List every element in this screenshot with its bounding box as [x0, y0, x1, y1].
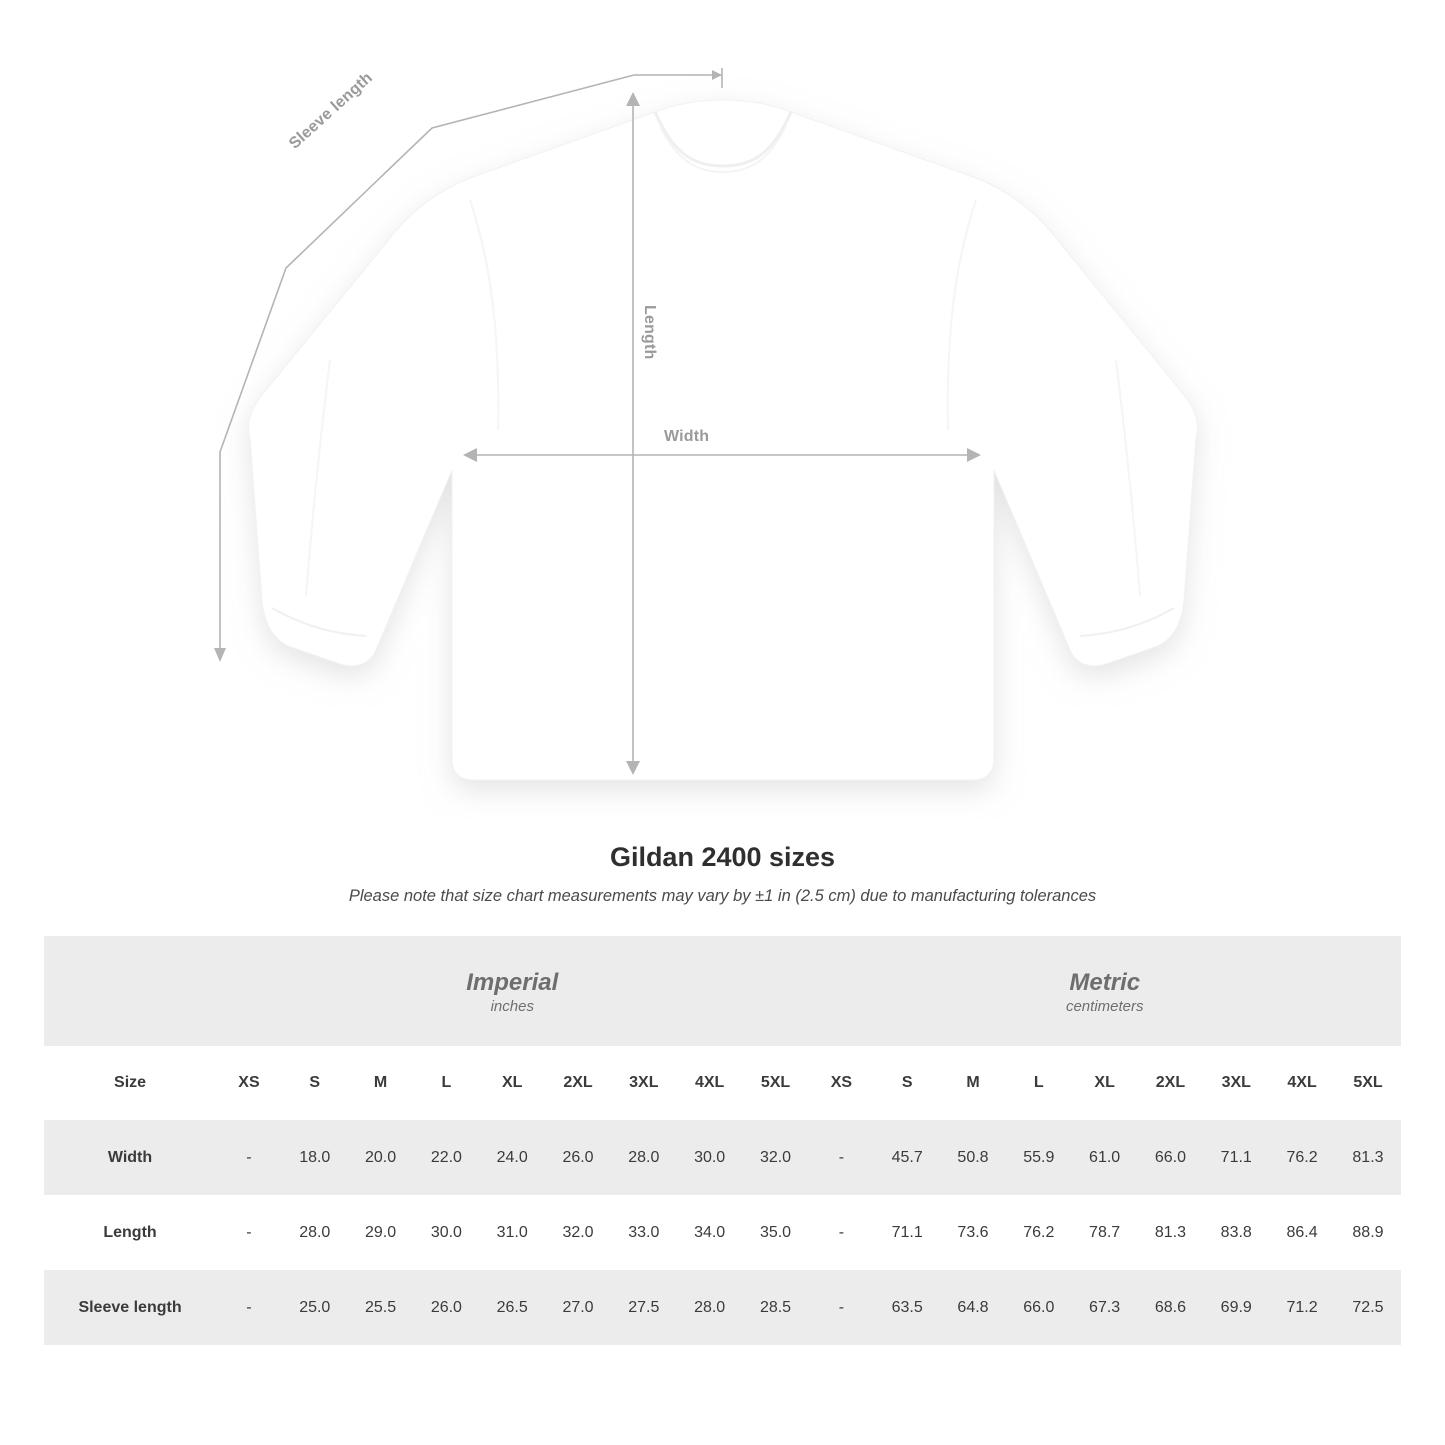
cell-sleeve-l-cm: 66.0: [1006, 1270, 1072, 1345]
cell-sleeve-4xl-cm: 71.2: [1269, 1270, 1335, 1345]
cell-width-xs-cm: -: [808, 1120, 874, 1195]
row-label-length: Length: [44, 1195, 216, 1270]
width-label: Width: [664, 428, 710, 445]
cell-length-m-cm: 73.6: [940, 1195, 1006, 1270]
table-row: [44, 1120, 1401, 1195]
cell-width-4xl-in: 30.0: [677, 1120, 743, 1195]
cell-length-l-in: 30.0: [413, 1195, 479, 1270]
col-header-xl-imperial: XL: [479, 1046, 545, 1120]
cell-length-xs-cm: -: [808, 1195, 874, 1270]
table-row: [44, 1195, 1401, 1270]
shirt-shape: [249, 100, 1198, 780]
cell-length-2xl-cm: 81.3: [1138, 1195, 1204, 1270]
row-header-label: Size: [44, 1046, 216, 1120]
cell-width-5xl-in: 32.0: [743, 1120, 809, 1195]
col-header-2xl-metric: 2XL: [1138, 1046, 1204, 1120]
cell-width-3xl-cm: 71.1: [1203, 1120, 1269, 1195]
col-header-3xl-metric: 3XL: [1203, 1046, 1269, 1120]
cell-length-4xl-cm: 86.4: [1269, 1195, 1335, 1270]
col-header-m-metric: M: [940, 1046, 1006, 1120]
cell-length-3xl-cm: 83.8: [1203, 1195, 1269, 1270]
cell-width-xl-in: 24.0: [479, 1120, 545, 1195]
cell-sleeve-4xl-in: 28.0: [677, 1270, 743, 1345]
title-block: [0, 842, 1445, 906]
col-header-xs-metric: XS: [808, 1046, 874, 1120]
cell-width-l-in: 22.0: [413, 1120, 479, 1195]
col-header-3xl-imperial: 3XL: [611, 1046, 677, 1120]
size-header-row: [44, 1046, 1401, 1120]
cell-length-s-in: 28.0: [282, 1195, 348, 1270]
row-label-width: Width: [44, 1120, 216, 1195]
col-header-s-metric: S: [874, 1046, 940, 1120]
row-label-sleeve-length: Sleeve length: [44, 1270, 216, 1345]
cell-width-l-cm: 55.9: [1006, 1120, 1072, 1195]
cell-sleeve-2xl-in: 27.0: [545, 1270, 611, 1345]
col-header-xl-metric: XL: [1072, 1046, 1138, 1120]
cell-sleeve-xl-cm: 67.3: [1072, 1270, 1138, 1345]
unit-group-metric-name: Metric: [1069, 968, 1141, 996]
cell-length-3xl-in: 33.0: [611, 1195, 677, 1270]
length-label: Length: [641, 305, 658, 360]
sleeve-arrow-bottom: [214, 648, 226, 662]
size-table-wrapper: [44, 936, 1401, 1345]
sleeve-length-label: Sleeve length: [286, 69, 376, 153]
cell-length-5xl-in: 35.0: [743, 1195, 809, 1270]
cell-width-xs-in: -: [216, 1120, 282, 1195]
cell-length-l-cm: 76.2: [1006, 1195, 1072, 1270]
col-header-l-imperial: L: [413, 1046, 479, 1120]
col-header-s-imperial: S: [282, 1046, 348, 1120]
col-header-4xl-imperial: 4XL: [677, 1046, 743, 1120]
cell-sleeve-xs-in: -: [216, 1270, 282, 1345]
cell-sleeve-3xl-cm: 69.9: [1203, 1270, 1269, 1345]
col-header-5xl-metric: 5XL: [1335, 1046, 1401, 1120]
cell-sleeve-m-cm: 64.8: [940, 1270, 1006, 1345]
cell-sleeve-2xl-cm: 68.6: [1138, 1270, 1204, 1345]
cell-sleeve-5xl-in: 28.5: [743, 1270, 809, 1345]
col-header-5xl-imperial: 5XL: [743, 1046, 809, 1120]
cell-sleeve-5xl-cm: 72.5: [1335, 1270, 1401, 1345]
col-header-l-metric: L: [1006, 1046, 1072, 1120]
cell-sleeve-3xl-in: 27.5: [611, 1270, 677, 1345]
tolerance-note: Please note that size chart measurements may vary by ±1 in (2.5 cm) due to manufacturing tolerances: [348, 887, 1097, 905]
sleeve-arrow-top: [712, 70, 722, 80]
cell-width-2xl-cm: 66.0: [1138, 1120, 1204, 1195]
cell-width-m-cm: 50.8: [940, 1120, 1006, 1195]
cell-length-m-in: 29.0: [348, 1195, 414, 1270]
col-header-xs-imperial: XS: [216, 1046, 282, 1120]
cell-sleeve-l-in: 26.0: [413, 1270, 479, 1345]
cell-width-2xl-in: 26.0: [545, 1120, 611, 1195]
cell-width-3xl-in: 28.0: [611, 1120, 677, 1195]
unit-spacer: [44, 936, 216, 1046]
cell-length-5xl-cm: 88.9: [1335, 1195, 1401, 1270]
cell-length-2xl-in: 32.0: [545, 1195, 611, 1270]
cell-width-5xl-cm: 81.3: [1335, 1120, 1401, 1195]
cell-length-xl-cm: 78.7: [1072, 1195, 1138, 1270]
cell-length-s-cm: 71.1: [874, 1195, 940, 1270]
col-header-4xl-metric: 4XL: [1269, 1046, 1335, 1120]
cell-sleeve-m-in: 25.5: [348, 1270, 414, 1345]
unit-group-row: [44, 936, 1401, 1046]
size-table: [44, 936, 1401, 1345]
cell-width-xl-cm: 61.0: [1072, 1120, 1138, 1195]
cell-sleeve-xl-in: 26.5: [479, 1270, 545, 1345]
chart-title: Gildan 2400 sizes: [609, 842, 836, 872]
cell-length-xl-in: 31.0: [479, 1195, 545, 1270]
cell-width-4xl-cm: 76.2: [1269, 1120, 1335, 1195]
cell-length-4xl-in: 34.0: [677, 1195, 743, 1270]
cell-width-s-in: 18.0: [282, 1120, 348, 1195]
unit-group-metric: [808, 936, 1401, 1046]
unit-group-imperial-unit: inches: [490, 997, 534, 1015]
length-arrow-top: [626, 92, 640, 106]
cell-sleeve-s-in: 25.0: [282, 1270, 348, 1345]
table-row: [44, 1270, 1401, 1345]
unit-group-imperial-name: Imperial: [466, 968, 559, 996]
cell-length-xs-in: -: [216, 1195, 282, 1270]
cell-width-s-cm: 45.7: [874, 1120, 940, 1195]
unit-group-imperial: [216, 936, 808, 1046]
cell-sleeve-xs-cm: -: [808, 1270, 874, 1345]
cell-sleeve-s-cm: 63.5: [874, 1270, 940, 1345]
col-header-2xl-imperial: 2XL: [545, 1046, 611, 1120]
col-header-m-imperial: M: [348, 1046, 414, 1120]
cell-width-m-in: 20.0: [348, 1120, 414, 1195]
unit-group-metric-unit: centimeters: [1065, 997, 1144, 1015]
